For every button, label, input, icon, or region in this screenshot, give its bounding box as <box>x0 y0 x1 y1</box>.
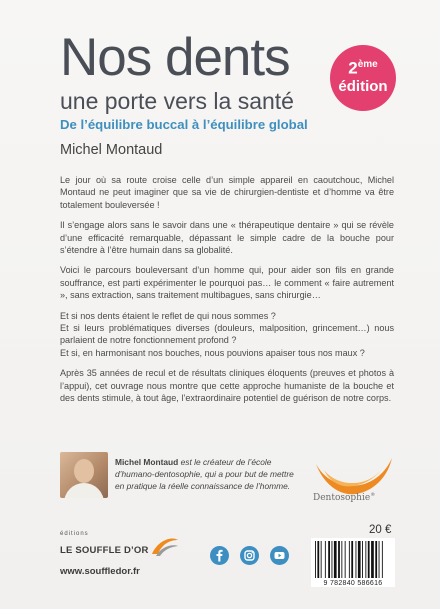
blurb-paragraph: Il s’engage alors sans le savoir dans une « thérapeutique dentaire » qui se révèle d’une efficacité remarquable, dépassant le simple cadre de la bouche pour s’étendre à l’être humain dans sa globalité. <box>60 220 394 256</box>
book-title: Nos dents <box>60 28 290 87</box>
blurb-question: Et si nos dents étaient le reflet de qui nous sommes ? <box>60 310 276 321</box>
blurb-question: Et si leurs problématiques diverses (douleurs, malposition, grincement…) nous parlaient de notre fonctionnement profond ? <box>60 323 394 346</box>
blurb-paragraph: Voici le parcours bouleversant d’un homme qui, pour aider son fils en grande souffrance, est parti expérimenter le pourquoi pas… le comment « faire autrement », sans extraction, sans traitement multibagues, sans chirurgie… <box>60 265 394 301</box>
dentosophie-name: Dentosophie® <box>313 492 376 503</box>
edition-suffix: ème <box>357 59 378 70</box>
author-name: Michel Montaud <box>60 142 163 158</box>
blurb-paragraph: Le jour où sa route croise celle d’un simple appareil en caoutchouc, Michel Montaud ne peut imaginer que sa vie de chirurgien-dentiste et d’homme va être totalement bouleversée ! <box>60 175 394 210</box>
bio-description: est le créateur de l’école d’humano-dentosophie, qui a pour but de mettre en pratique la réelle connaissance de l’homme. <box>115 457 294 491</box>
publisher-website[interactable]: www.souffledor.fr <box>60 566 140 577</box>
isbn: 9 782840 586616 <box>311 580 395 587</box>
youtube-icon[interactable] <box>270 546 289 565</box>
editions-label: éditions <box>60 531 89 537</box>
blurb <box>60 174 394 413</box>
book-subtitle: une porte vers la santé <box>60 88 294 114</box>
publisher-name: LE SOUFFLE D’OR <box>60 545 149 556</box>
price: 20 € <box>369 524 392 536</box>
instagram-icon[interactable] <box>240 546 259 565</box>
edition-word: édition <box>338 77 388 95</box>
facebook-icon[interactable] <box>210 546 229 565</box>
blurb-paragraph: Après 35 années de recul et de résultats cliniques éloquents (preuves et photos à l’appui), cet ouvrage nous montre que cette approche humaniste de la bouche et des dents stimule, à tout âge, l’extraordinaire potentiel de guérison de notre corps. <box>60 368 394 404</box>
book-tagline: De l’équilibre buccal à l’équilibre global <box>60 117 308 132</box>
bio-name: Michel Montaud <box>115 457 179 467</box>
author-photo <box>60 452 108 498</box>
edition-number: 2 <box>348 58 358 78</box>
blurb-question: Et si, en harmonisant nos bouches, nous pouvions apaiser tous nos maux ? <box>60 347 365 358</box>
publisher-logo-icon <box>150 534 180 558</box>
barcode <box>311 538 395 580</box>
edition-badge <box>330 45 396 111</box>
author-bio <box>115 456 295 492</box>
